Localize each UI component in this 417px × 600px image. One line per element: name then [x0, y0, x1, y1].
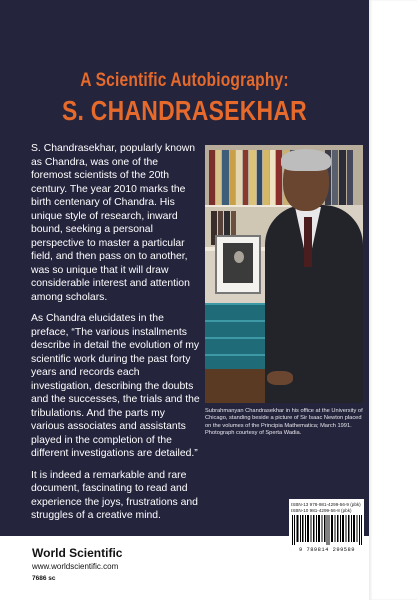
isbn10-label: ISBN-10 981-4299-56-8 (pbk) [291, 508, 352, 513]
barcode-number: 9 789814 299589 [298, 547, 356, 553]
blurb-text [31, 142, 201, 531]
product-code: 7686 sc [32, 575, 56, 582]
blurb-paragraph-2: As Chandra elucidates in the preface, “The various installments describe in detail the evolution of my scientific work during the past forty years and records each investigation, describing the doubts and the successes, the trials and the tribulations. And the parts my various associates and assistants played in the completion of the different investigations are detailed.” [31, 313, 200, 459]
blurb-paragraph-1: S. Chandrasekhar, popularly known as Chandra, was one of the foremost scientists of the 20th century. The year 2010 marks the birth centenary of Chandra. His unique style of research, inward bound, seeking a personal perspective to master a particular field, and then pass on to another, was so unique that it will draw considerable interest and attention among scholars. [31, 143, 196, 303]
publisher-name: World Scientific [32, 546, 123, 560]
publisher-website: www.worldscientific.com [32, 562, 119, 571]
barcode-icon [291, 515, 363, 545]
photo-caption: Subrahmanyan Chandrasekhar in his office at the University of Chicago, standing beside a picture of Sir Isaac Newton placed on the volumes of the Principia Mathematica; March 1991. Photograph courtesy of Sperta Wadia. [205, 408, 363, 436]
page-edge [369, 0, 417, 600]
author-photo [205, 145, 363, 403]
newton-portrait [215, 235, 261, 294]
isbn13-label: ISBN-13 978-981-4299-56-9 (pbk) [291, 502, 361, 507]
barcode-block [289, 499, 364, 557]
cover-title-name: S. CHANDRASEKHAR [61, 95, 308, 126]
blurb-paragraph-3: It is indeed a remarkable and rare document, fascinating to read and experience the joys, frustrations and struggles of a creative mind. [31, 469, 198, 521]
cover-title-line1: A Scientific Autobiography: [80, 70, 289, 91]
